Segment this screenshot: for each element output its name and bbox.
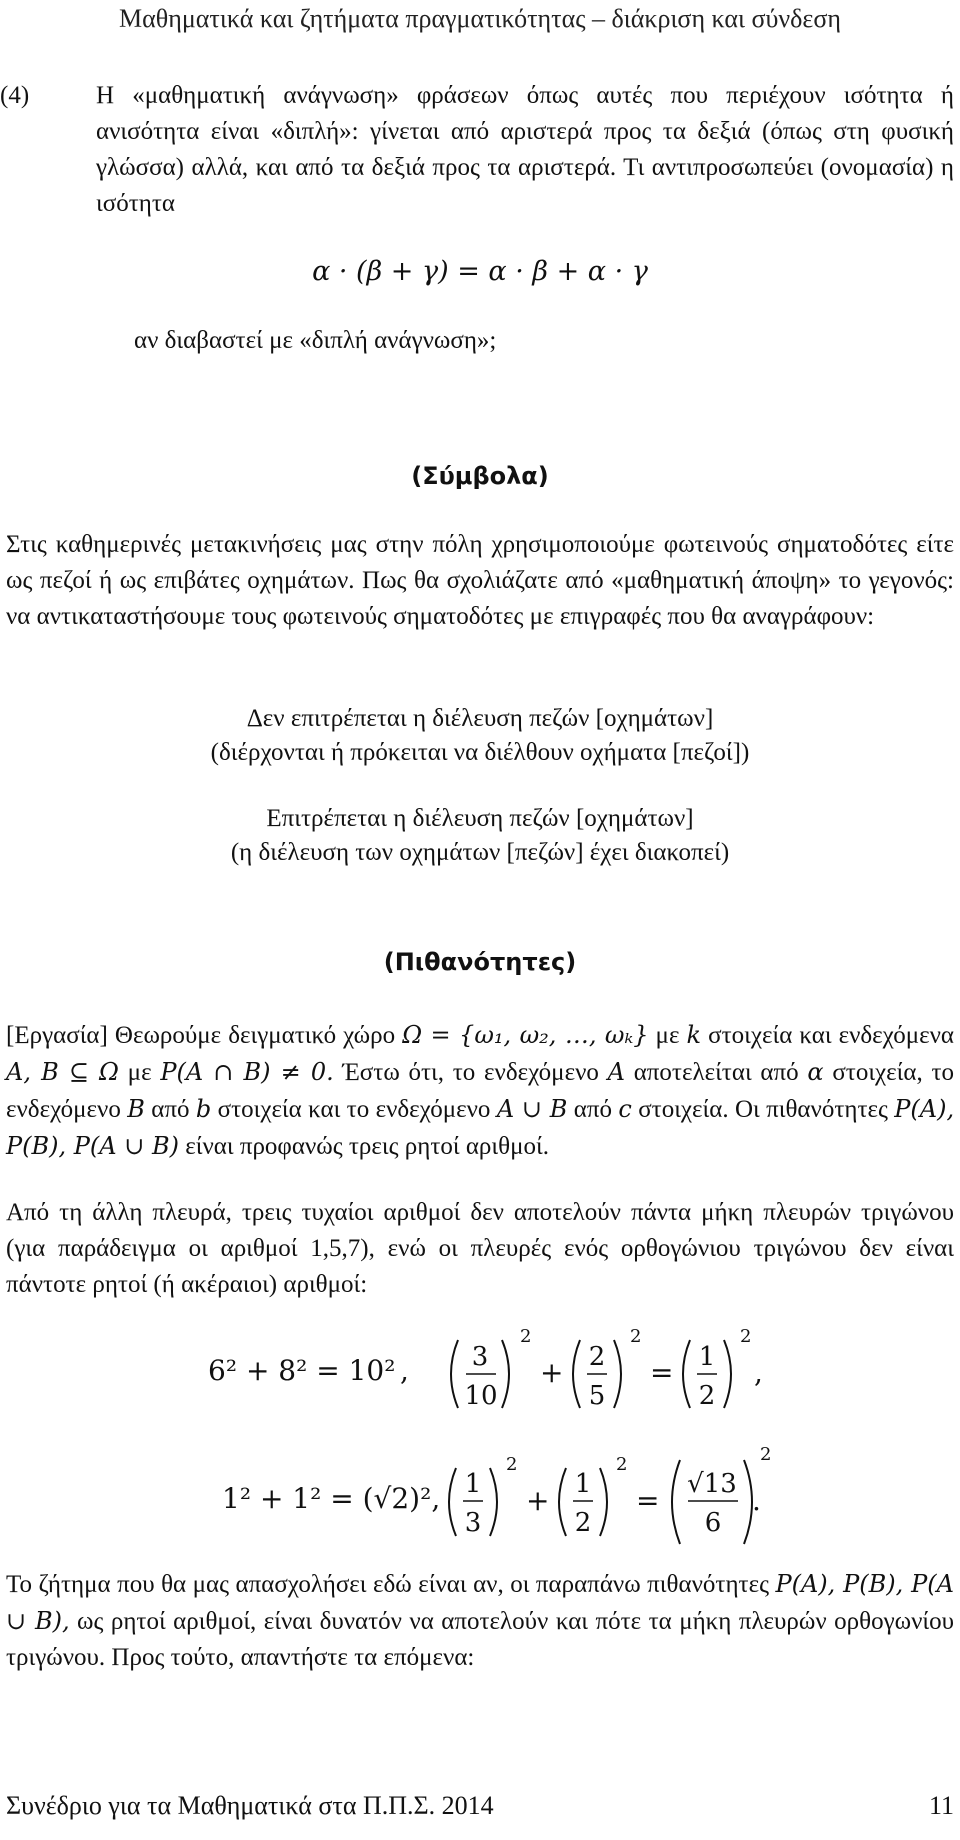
section-4-text: Η «μαθηματική ανάγνωση» φράσεων όπως αυτές που περιέχουν ισότητα ή ανισότητα είναι «διπλή»: γίνεται από αριστερά προς τα δεξιά (όπως στη φυσική γλώσσα) αλλά, και από τα δεξιά προς τα αριστερά. Τι αντιπροσωπεύει (ονομασία) η ισότητα: [96, 82, 954, 217]
prob-text: με: [127, 1059, 152, 1086]
math-union: A ∪ B: [496, 1095, 568, 1123]
exponent: 2: [740, 1326, 752, 1347]
frac-denominator: 6: [704, 1508, 722, 1538]
math-alpha: α: [807, 1058, 824, 1086]
prob-text: Έστω ότι, το ενδεχόμενο: [342, 1059, 599, 1086]
prob-text: στοιχεία, το ενδεχόμενο: [6, 1059, 955, 1123]
closing-paragraph: [6, 1566, 954, 1676]
sign-1-line-1: Δεν επιτρέπεται η διέλευση πεζών [οχημάτων]: [246, 705, 714, 732]
sign-2-line-2: (η διέλευση των οχημάτων [πεζών] έχει διακοπεί): [230, 839, 730, 866]
exponent: 2: [520, 1326, 532, 1347]
item-number: (4): [0, 82, 30, 109]
distributive-equation: α · (β + γ) = α · β + α · γ: [312, 256, 648, 287]
math-B: B: [127, 1095, 145, 1123]
prob-text: [Εργασία] Θεωρούμε δειγματικό χώρο: [6, 1022, 396, 1049]
prob-text: αποτελείται από: [633, 1059, 799, 1086]
prob-text: στοιχεία και το ενδεχόμενο: [217, 1096, 491, 1123]
math-k: k: [686, 1021, 702, 1049]
frac-numerator: 1: [464, 1469, 482, 1499]
prob-text: στοιχεία. Οι πιθανότητες: [638, 1096, 888, 1123]
prob-text: στοιχεία και ενδεχόμενα: [708, 1022, 955, 1049]
prob-text: από: [151, 1096, 190, 1123]
symbols-paragraph: Στις καθημερινές μετακινήσεις μας στην πόλη χρησιμοποιούμε φωτεινούς σηματοδότες είτε ως πεζοί ή ως επιβάτες οχημάτων. Πως θα σχολιάζατε από «μαθηματική άποψη» το γεγονός: να αντικαταστήσουμε τους φωτεινούς σηματοδότες με επιγραφές που θα αναγράφουν:: [6, 531, 954, 630]
prob-text: από: [573, 1096, 612, 1123]
trailing-comma: ,: [754, 1356, 763, 1389]
equals-sign: =: [650, 1356, 674, 1389]
math-A: A: [607, 1058, 625, 1086]
trailing-dot: .: [752, 1484, 761, 1517]
sign-1: [0, 702, 960, 770]
math-events: A, B ⊆ Ω: [6, 1058, 119, 1086]
closing-text: ως ρητοί αριθμοί, είναι δυνατόν να αποτελούν και πότε τα μήκη πλευρών ορθογωνίου τριγώνου. Προς τούτο, απαντήστε τα επόμενα:: [6, 1608, 954, 1671]
sign-1-line-2: (διέρχονται ή πρόκειται να διέλθουν οχήματα [πεζοί]): [210, 739, 750, 766]
double-reading-question: αν διαβαστεί με «διπλή ανάγνωση»;: [134, 327, 497, 354]
formula-pythagorean-6-8-10: 6² + 8² = 10²: [208, 1354, 396, 1387]
plus-sign: +: [526, 1484, 550, 1517]
footer-conference: Συνέδριο για τα Μαθηματικά στα Π.Π.Σ. 2014: [6, 1791, 494, 1820]
frac-numerator: 2: [588, 1342, 606, 1372]
closing-text: Το ζήτημα που θα μας απασχολήσει εδώ είναι αν, οι παραπάνω πιθανότητες: [6, 1571, 769, 1598]
frac-denominator: 10: [464, 1381, 498, 1411]
sign-2-line-1: Επιτρέπεται η διέλευση πεζών [οχημάτων]: [266, 805, 694, 832]
exponent: 2: [630, 1326, 642, 1347]
formula-block: [0, 1320, 960, 1570]
math-probabilities: P(A), P(B), P(A ∪ B): [6, 1095, 955, 1160]
probabilities-heading: (Πιθανότητες): [383, 948, 577, 976]
frac-numerator: 1: [574, 1469, 592, 1499]
equals-sign: =: [636, 1484, 660, 1517]
symbols-heading: (Σύμβολα): [411, 462, 549, 490]
math-intersection: P(A ∩ B) ≠ 0.: [160, 1058, 334, 1086]
prob-text: είναι προφανώς τρεις ρητοί αριθμοί.: [185, 1133, 549, 1160]
frac-denominator: 2: [698, 1381, 716, 1411]
exponent: 2: [506, 1454, 518, 1475]
section-4-paragraph: [0, 78, 954, 222]
prob-text: με: [655, 1022, 680, 1049]
page-number: 11: [928, 1791, 954, 1820]
math-c: c: [618, 1095, 632, 1123]
frac-numerator: 3: [471, 1342, 489, 1372]
sample-space-math: Ω = {ω₁, ω₂, …, ωₖ}: [402, 1021, 649, 1049]
sign-2: [0, 802, 960, 870]
frac-denominator: 5: [588, 1381, 606, 1411]
running-header: Μαθηματικά και ζητήματα πραγματικότητας – διάκριση και σύνδεση: [119, 4, 841, 33]
frac-denominator: 3: [464, 1508, 482, 1538]
formula-separator: ,: [400, 1354, 409, 1387]
triangle-paragraph: Από τη άλλη πλευρά, τρεις τυχαίοι αριθμοί δεν αποτελούν πάντα μήκη πλευρών τριγώνου (για παράδειγμα οι αριθμοί 1,5,7), ενώ οι πλευρές ενός ορθογώνιου τριγώνου δεν είναι πάντοτε ρητοί (ή ακέραιοι) αριθμοί:: [6, 1199, 954, 1298]
frac-denominator: 2: [574, 1508, 592, 1538]
frac-numerator: 1: [698, 1342, 716, 1372]
exponent: 2: [616, 1454, 628, 1475]
exponent: 2: [760, 1444, 772, 1465]
plus-sign: +: [540, 1356, 564, 1389]
formula-sqrt2: 1² + 1² = (√2)²,: [222, 1482, 441, 1515]
math-b: b: [195, 1095, 212, 1123]
page-footer: [6, 1791, 954, 1821]
closing-math: P(A), P(B), P(A ∪ B),: [6, 1570, 954, 1635]
probabilities-paragraph: [6, 1017, 954, 1165]
frac-numerator: √13: [687, 1469, 737, 1499]
